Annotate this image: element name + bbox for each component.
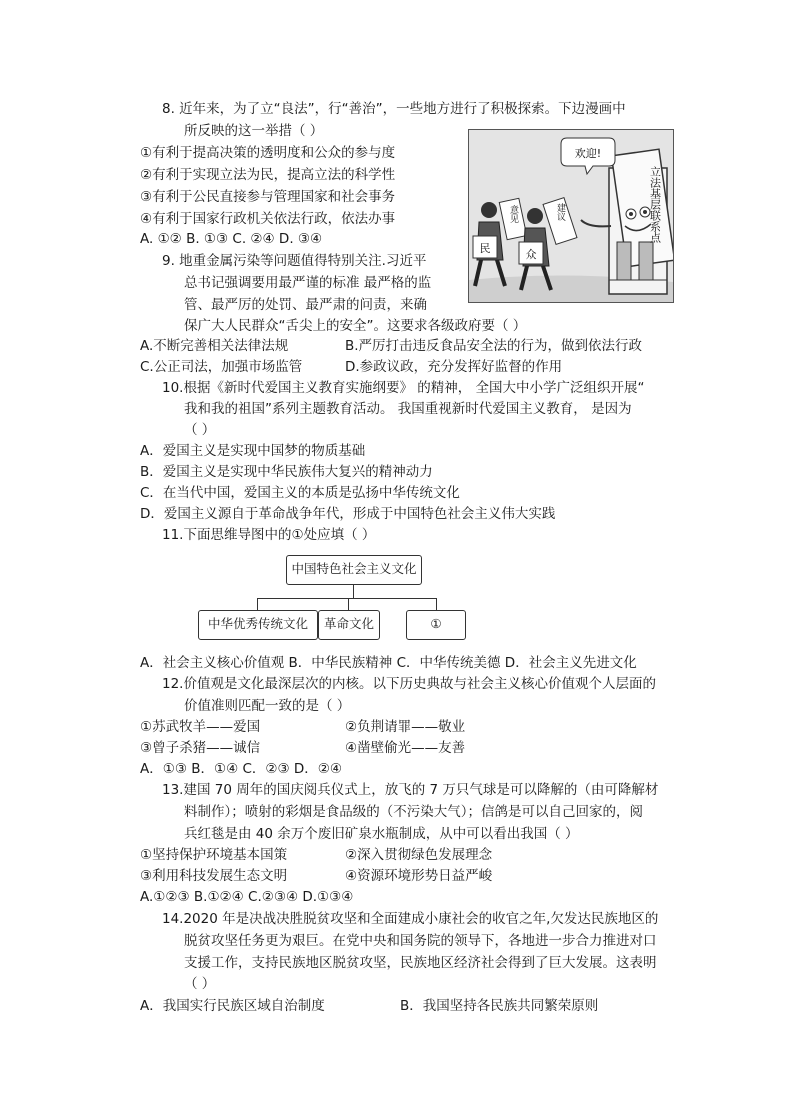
q11-stem: 11.下面思维导图中的①处应填（ ） xyxy=(162,527,376,543)
mind-map-child-1: 中华优秀传统文化 xyxy=(198,610,318,640)
q13-option-2: ②深入贯彻绿色发展理念 xyxy=(345,847,493,863)
q12-option-2: ②负荆请罪——敬业 xyxy=(345,719,466,735)
q9-stem-line4: 保广大人民群众“舌尖上的安全”。这要求各级政府要（ ） xyxy=(184,318,527,334)
person2-label: 众 xyxy=(525,248,537,261)
q12-stem-line2: 价值准则匹配一致的是（ ） xyxy=(184,698,351,714)
q14-stem-line1: 14.2020 年是决战决胜脱贫攻坚和全面建成小康社会的收官之年,欠发达民族地区的 xyxy=(162,911,659,927)
q9-stem-line1: 9. 地重金属污染等问题值得特别关注.习近平 xyxy=(162,253,427,269)
cartoon-drawing xyxy=(469,130,673,302)
q14-stem-line2: 脱贫攻坚任务更为艰巨。在党中央和国务院的领导下，各地进一步合力推进对口 xyxy=(184,933,657,949)
paper1-label: 意见 xyxy=(508,205,518,223)
q10-option-b: B．爱国主义是实现中华民族伟大复兴的精神动力 xyxy=(140,464,433,480)
q9-option-b: B.严厉打击违反食品安全法的行为，做到依法行政 xyxy=(345,338,643,354)
speech-text: 欢迎! xyxy=(574,147,602,160)
cartoon-illustration xyxy=(468,129,674,303)
q10-option-a: A．爱国主义是实现中国梦的物质基础 xyxy=(140,443,366,459)
paper2-label: 建议 xyxy=(555,203,565,221)
q9-option-c: C.公正司法，加强市场监管 xyxy=(140,359,303,375)
q14-option-a: A．我国实行民族区域自治制度 xyxy=(140,998,325,1014)
mind-map-child-3: ① xyxy=(406,610,466,640)
q12-option-1: ①苏武牧羊——爱国 xyxy=(140,719,261,735)
q11-choices: A．社会主义核心价值观 B．中华民族精神 C．中华传统美德 D．社会主义先进文化 xyxy=(140,655,637,671)
q14-stem-line3: 支援工作，支持民族地区脱贫攻坚，民族地区经济社会得到了巨大发展。这表明 xyxy=(184,955,657,971)
q12-stem-line1: 12.价值观是文化最深层次的内核。以下历史典故与社会主义核心价值观个人层面的 xyxy=(162,676,656,692)
q13-option-4: ④资源环境形势日益严峻 xyxy=(345,868,493,884)
q10-stem-line1: 10.根据《新时代爱国主义教育实施纲要》 的精神， 全国大中小学广泛组织开展“ xyxy=(162,380,645,396)
mind-map-branch xyxy=(257,598,437,599)
q10-option-c: C．在当代中国，爱国主义的本质是弘扬中华传统文化 xyxy=(140,485,460,501)
mind-map-connector xyxy=(348,598,349,610)
q13-option-1: ①坚持保护环境基本国策 xyxy=(140,847,288,863)
q10-option-d: D．爱国主义源自于革命战争年代，形成于中国特色社会主义伟大实践 xyxy=(140,506,556,522)
mind-map-connector xyxy=(436,598,437,610)
q12-option-4: ④凿壁偷光——友善 xyxy=(345,740,466,756)
mind-map-child-2: 革命文化 xyxy=(318,610,380,640)
q13-stem-line3: 兵红毯是由 40 余万个废旧矿泉水瓶制成，从中可以看出我国（ ） xyxy=(184,826,579,842)
q8-choices: A. ①② B. ①③ C. ②④ D. ③④ xyxy=(140,231,323,247)
q9-option-d: D.参政议政，充分发挥好监督的作用 xyxy=(345,359,563,375)
q8-stem-line1: 8. 近年来，为了立“良法”，行“善治”，一些地方进行了积极探索。下边漫画中 xyxy=(162,101,626,117)
q14-stem-line4: （ ） xyxy=(184,976,216,992)
q12-choices: A．①③ B．①④ C．②③ D．②④ xyxy=(140,761,343,777)
q8-option-2: ②有利于实现立法为民，提高立法的科学性 xyxy=(140,167,396,183)
q8-option-4: ④有利于国家行政机关依法行政，依法办事 xyxy=(140,211,396,227)
q12-option-3: ③曾子杀猪——诚信 xyxy=(140,740,261,756)
q9-stem-line3: 管、最严厉的处罚、最严肃的问责，来确 xyxy=(184,297,427,313)
q10-stem-line3: （ ） xyxy=(184,422,216,438)
q13-stem-line1: 13.建国 70 周年的国庆阅兵仪式上，放飞的 7 万只气球是可以降解的（由可降解材 xyxy=(162,782,659,798)
q10-stem-line2: 我和我的祖国”系列主题教育活动。 我国重视新时代爱国主义教育， 是因为 xyxy=(184,401,632,417)
mind-map-connector xyxy=(353,584,354,598)
q8-stem-line2: 所反映的这一举措（ ） xyxy=(184,123,324,139)
q14-option-b: B．我国坚持各民族共同繁荣原则 xyxy=(400,998,599,1014)
q13-option-3: ③利用科技发展生态文明 xyxy=(140,868,288,884)
mind-map-connector xyxy=(257,598,258,610)
sign-text: 立法基层联系点 xyxy=(648,166,662,243)
q8-option-3: ③有利于公民直接参与管理国家和社会事务 xyxy=(140,189,396,205)
q8-option-1: ①有利于提高决策的透明度和公众的参与度 xyxy=(140,145,396,161)
mind-map-root: 中国特色社会主义文化 xyxy=(286,555,422,585)
q13-stem-line2: 料制作）；喷射的彩烟是食品级的（不污染大气）；信鸽是可以自己回家的，阅 xyxy=(184,804,643,820)
q9-stem-line2: 总书记强调要用最严谨的标准 最严格的监 xyxy=(184,275,432,291)
q9-option-a: A.不断完善相关法律法规 xyxy=(140,338,289,354)
person1-label: 民 xyxy=(479,242,491,255)
q13-choices: A.①②③ B.①②④ C.②③④ D.①③④ xyxy=(140,889,354,905)
